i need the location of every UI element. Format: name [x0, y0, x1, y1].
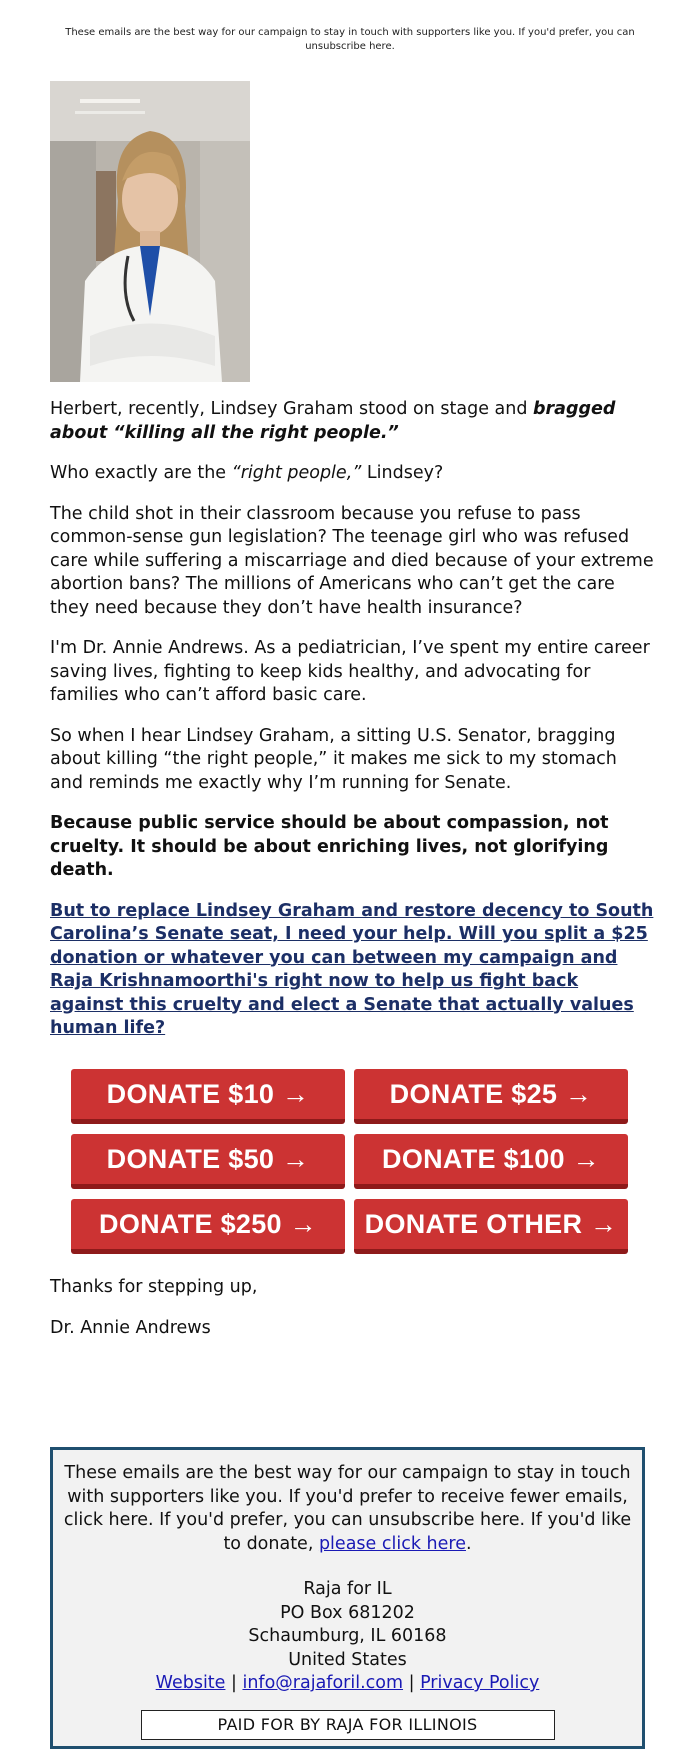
donate-50-button[interactable]: DONATE $50 → — [71, 1134, 345, 1189]
footer-box — [50, 1447, 645, 1749]
footer-country: United States — [288, 1649, 407, 1670]
donate-other-button[interactable]: DONATE OTHER → — [354, 1199, 628, 1254]
donate-25-button[interactable]: DONATE $25 → — [354, 1069, 628, 1124]
footer-website-link[interactable]: Website — [155, 1673, 226, 1693]
email-body — [50, 398, 655, 1058]
donate-250-button[interactable]: DONATE $250 → — [71, 1199, 345, 1254]
paid-for-box: PAID FOR BY RAJA FOR ILLINOIS — [141, 1710, 555, 1740]
footer-donate-link[interactable]: please click here — [318, 1533, 466, 1554]
paragraph-introduction: I'm Dr. Annie Andrews. As a pediatrician, I’ve spent my entire career saving lives, fighting to keep kids healthy, and advocating for families who can’t afford basic care. — [50, 638, 650, 705]
footer-city: Schaumburg, IL 60168 — [248, 1626, 447, 1646]
bragged-quote: bragged about “killing all the right people.” — [50, 399, 616, 443]
donate-100-button[interactable]: DONATE $100 → — [354, 1134, 628, 1189]
footer-address — [63, 1578, 632, 1696]
footer-links: Website | info@rajaforil.com | Privacy Policy — [155, 1673, 540, 1693]
donation-ask-link[interactable]: But to replace Lindsey Graham and restore decency to South Carolina’s Senate seat, I need your help. Will you split a $25 donation or whatever you can between my campaign and Raja Krishnamoorthi's right now to help us fight back against this cruelty and elect a Senate that actually values human life? — [50, 900, 654, 1038]
paragraph-reaction: So when I hear Lindsey Graham, a sitting U.S. Senator, bragging about killing “the right people,” it makes me sick to my stomach and reminds me exactly why I’m running for Senate. — [50, 725, 617, 793]
thanks-text: Thanks for stepping up, — [50, 1277, 258, 1297]
candidate-photo — [50, 81, 250, 382]
footer-org: Raja for IL — [303, 1579, 392, 1599]
signoff — [50, 1276, 257, 1358]
footer-privacy-link[interactable]: Privacy Policy — [420, 1673, 540, 1693]
signature-name: Dr. Annie Andrews — [50, 1318, 211, 1338]
footer-po-box: PO Box 681202 — [280, 1602, 415, 1623]
paragraph-compassion: Because public service should be about compassion, not cruelty. It should be about enriching lives, not glorifying death. — [50, 813, 609, 880]
footer-disclaimer: These emails are the best way for our campaign to stay in touch with supporters like you. If you'd prefer to receive fewer emails, click here. If you'd prefer, you can unsubscribe here. If you'd like to donate, please click here. — [63, 1463, 632, 1554]
footer-email-link[interactable]: info@rajaforil.com — [242, 1673, 404, 1693]
paragraph-question: Who exactly are the “right people,” Lindsey? — [50, 463, 444, 483]
preheader-text: These emails are the best way for our campaign to stay in touch with supporters like you. If you'd prefer, you can unsubscribe here. — [65, 27, 635, 52]
donate-10-button[interactable]: DONATE $10 → — [71, 1069, 345, 1124]
paragraph-victims: The child shot in their classroom because you refuse to pass common-sense gun legislation? The teenage girl who was refused care while suffering a miscarriage and died because of your extreme abortion bans? The millions of Americans who can’t get the care they need because they don’t have health insurance? — [50, 503, 654, 618]
paragraph-intro: Herbert, recently, Lindsey Graham stood on stage and bragged about “killing all the right people.” — [50, 399, 616, 443]
donate-button-grid — [71, 1069, 631, 1254]
